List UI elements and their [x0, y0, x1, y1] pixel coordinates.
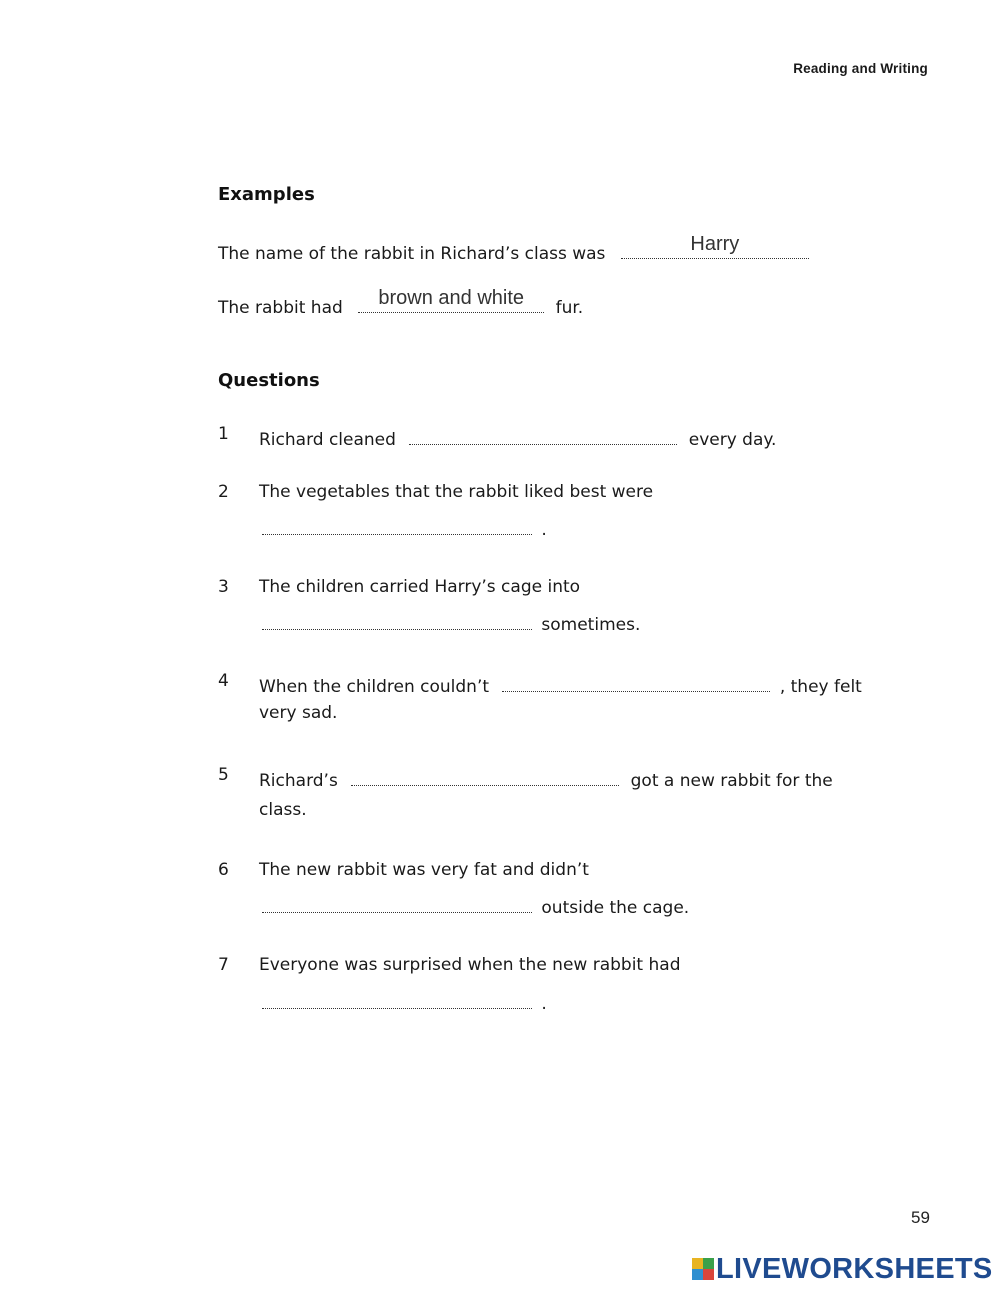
example-2-text-before: The rabbit had — [218, 298, 343, 318]
question-7-number: 7 — [218, 955, 229, 975]
question-2-number: 2 — [218, 482, 229, 502]
example-1-blank — [621, 233, 809, 259]
question-5-answer-blank[interactable] — [351, 765, 619, 786]
example-2-answer: brown and white — [378, 287, 525, 309]
question-6-number: 6 — [218, 860, 229, 880]
question-7-answer-blank[interactable] — [262, 988, 532, 1009]
question-1-number: 1 — [218, 424, 229, 444]
question-3-number: 3 — [218, 577, 229, 597]
question-2-text-after: . — [541, 520, 547, 540]
question-5-number: 5 — [218, 765, 229, 785]
question-7-line1: Everyone was surprised when the new rabbit had — [259, 955, 681, 975]
question-4-text-before: When the children couldn’t — [259, 677, 490, 697]
question-7-text-after: . — [541, 994, 547, 1014]
logo-mark-icon — [692, 1258, 714, 1280]
examples-heading: Examples — [218, 184, 315, 205]
question-1-text-after: every day. — [688, 430, 777, 450]
question-4-number: 4 — [218, 671, 229, 691]
question-5-text-after: got a new rabbit for the — [630, 771, 833, 791]
question-2-answer-blank[interactable] — [262, 514, 532, 535]
question-1-text-before: Richard cleaned — [259, 430, 396, 450]
question-6-text-after: outside the cage. — [541, 898, 690, 918]
question-2-line2 — [262, 514, 547, 540]
question-6-answer-blank[interactable] — [262, 892, 532, 913]
question-6-line2 — [262, 892, 689, 918]
example-1 — [218, 233, 809, 264]
example-1-text: The name of the rabbit in Richard’s class was — [218, 244, 606, 264]
question-5-text-before: Richard’s — [259, 771, 338, 791]
section-header: Reading and Writing — [793, 61, 928, 76]
logo-text: LIVEWORKSHEETS — [716, 1252, 993, 1285]
example-2-blank — [358, 287, 544, 313]
question-3-line2 — [262, 609, 640, 635]
question-4-answer-blank[interactable] — [502, 671, 770, 692]
question-4-line2: very sad. — [259, 703, 338, 723]
question-5-line2: class. — [259, 800, 307, 820]
example-2 — [218, 287, 584, 318]
example-1-answer: Harry — [690, 233, 740, 255]
question-6-line1: The new rabbit was very fat and didn’t — [259, 860, 589, 880]
question-4-line1 — [259, 671, 862, 697]
questions-heading: Questions — [218, 370, 320, 391]
question-3-answer-blank[interactable] — [262, 609, 532, 630]
example-2-text-after: fur. — [555, 298, 584, 318]
liveworksheets-logo[interactable] — [692, 1254, 993, 1284]
question-4-text-after: , they felt — [779, 677, 862, 697]
question-2-line1: The vegetables that the rabbit liked best were — [259, 482, 654, 502]
question-7-line2 — [262, 988, 547, 1014]
question-1-answer-blank[interactable] — [409, 424, 677, 445]
question-1 — [259, 424, 776, 450]
question-3-text-after: sometimes. — [541, 615, 641, 635]
page-number: 59 — [911, 1208, 930, 1227]
question-5-line1 — [259, 765, 833, 791]
question-3-line1: The children carried Harry’s cage into — [259, 577, 581, 597]
